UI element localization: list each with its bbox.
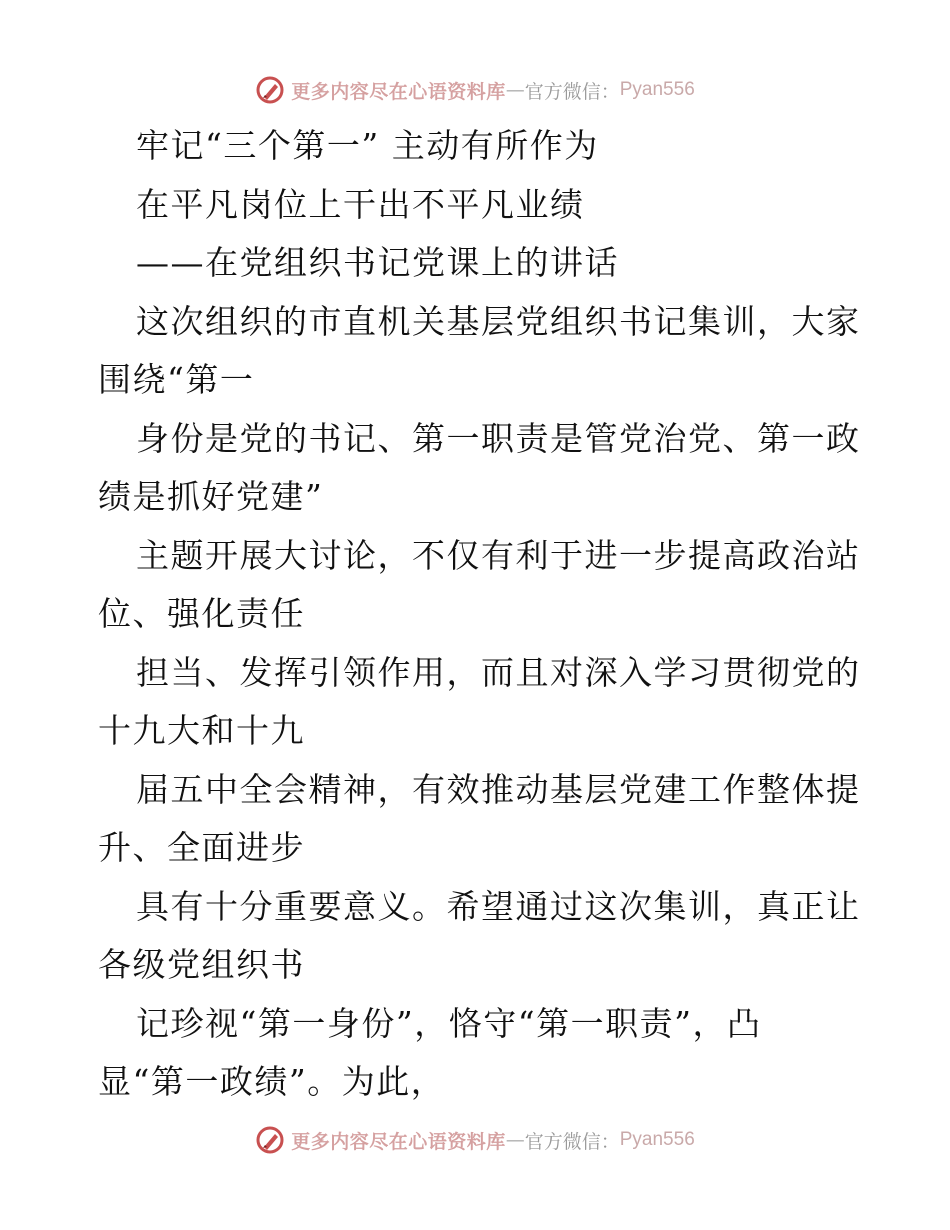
watermark-separator: — <box>505 1129 525 1151</box>
text-line: 显“第一政绩”。为此， <box>98 1062 446 1101</box>
watermark-contact-id: Pyan556 <box>619 1129 695 1150</box>
document-body <box>98 117 861 1112</box>
watermark-contact-id: Pyan556 <box>619 79 695 100</box>
text-line: 主题开展大讨论，不仅有利于进一步提高政治站 <box>136 535 861 575</box>
text-line: 身份是党的书记、第一职责是管党治党、第一政 <box>136 418 861 458</box>
text-line: 在平凡岗位上干出不平凡业绩 <box>136 184 585 224</box>
watermark-brand: 更多内容尽在心语资料库 <box>291 1130 506 1153</box>
text-line: 绩是抓好党建” <box>98 477 324 516</box>
watermark-brand: 更多内容尽在心语资料库 <box>291 80 506 103</box>
text-line: 围绕“第一 <box>98 360 255 399</box>
pen-logo-icon <box>255 75 285 105</box>
text-line: 牢记“三个第一” 主动有所作为 <box>136 126 599 165</box>
footer-watermark <box>0 1120 950 1160</box>
text-line: 担当、发挥引领作用，而且对深入学习贯彻党的 <box>136 652 861 692</box>
watermark-contact-label: 官方微信： <box>524 80 620 103</box>
text-line: 具有十分重要意义。希望通过这次集训，真正让 <box>136 886 861 926</box>
pen-logo-icon <box>255 1125 285 1155</box>
text-line: 各级党组织书 <box>98 945 305 984</box>
text-line: 十九大和十九 <box>98 711 305 750</box>
text-line: 记珍视“第一身份”，恪守“第一职责”，凸 <box>136 1003 762 1043</box>
watermark-contact-label: 官方微信： <box>524 1130 620 1153</box>
header-watermark <box>0 70 950 110</box>
text-line: 届五中全会精神，有效推动基层党建工作整体提 <box>136 769 861 809</box>
watermark-separator: — <box>505 79 525 101</box>
text-line: 位、强化责任 <box>98 594 305 633</box>
text-line: 这次组织的市直机关基层党组织书记集训，大家 <box>136 301 861 341</box>
text-line: 升、全面进步 <box>98 828 305 867</box>
text-line: ——在党组织书记党课上的讲话 <box>136 243 619 282</box>
